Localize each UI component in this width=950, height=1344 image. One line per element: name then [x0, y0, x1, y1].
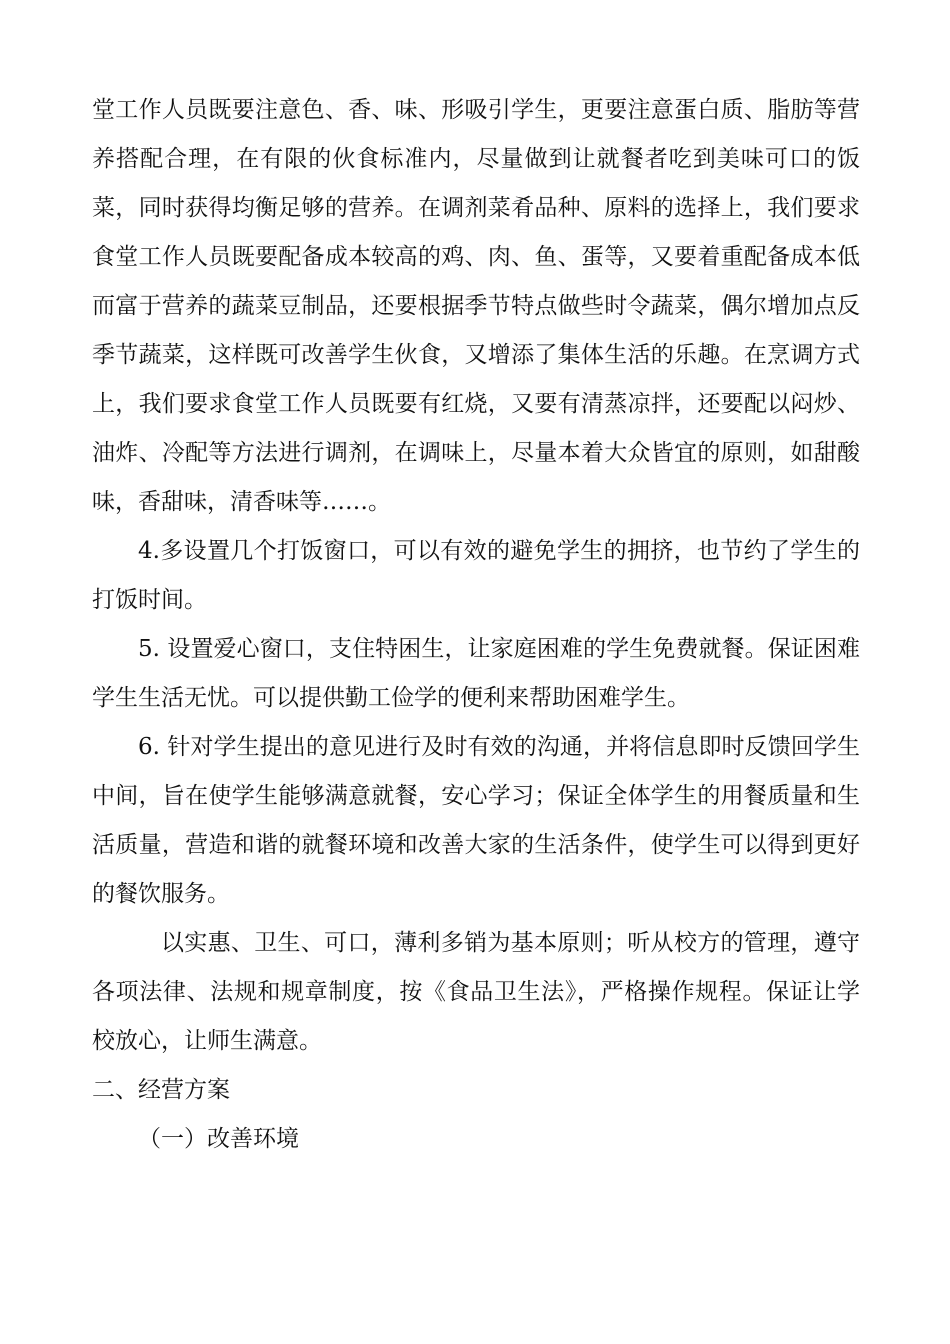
section-heading: 二、经营方案 [92, 1077, 230, 1103]
paragraph-4: 6. 针对学生提出的意见进行及时有效的沟通，并将信息即时反馈回学生中间，旨在使学生能够满意就餐，安心学习；保证全体学生的用餐质量和生活质量，营造和谐的就餐环境和改善大家的生活条件，使学生可以得到更好的餐饮服务。 [92, 734, 860, 907]
document-page [92, 86, 860, 1164]
paragraph-5: 以实惠、卫生、可口，薄利多销为基本原则；听从校方的管理，遵守各项法律、法规和规章制度，按《食品卫生法》，严格操作规程。保证让学校放心，让师生满意。 [92, 930, 860, 1054]
sub-heading: （一）改善环境 [138, 1126, 299, 1152]
paragraph-2: 4.多设置几个打饭窗口，可以有效的避免学生的拥挤，也节约了学生的打饭时间。 [92, 538, 860, 613]
paragraph-3: 5. 设置爱心窗口，支住特困生，让家庭困难的学生免费就餐。保证困难学生生活无忧。可以提供勤工俭学的便利来帮助困难学生。 [92, 636, 860, 711]
paragraph-1: 堂工作人员既要注意色、香、味、形吸引学生，更要注意蛋白质、脂肪等营养搭配合理，在有限的伙食标准内，尽量做到让就餐者吃到美味可口的饭菜，同时获得均衡足够的营养。在调剂菜肴品种、原料的选择上，我们要求食堂工作人员既要配备成本较高的鸡、肉、鱼、蛋等，又要着重配备成本低而富于营养的蔬菜豆制品，还要根据季节特点做些时令蔬菜，偶尔增加点反季节蔬菜，这样既可改善学生伙食，又增添了集体生活的乐趣。在烹调方式上，我们要求食堂工作人员既要有红烧，又要有清蒸凉拌，还要配以闷炒、油炸、冷配等方法进行调剂，在调味上，尽量本着大众皆宜的原则，如甜酸味，香甜味，清香味等……。 [92, 97, 860, 515]
